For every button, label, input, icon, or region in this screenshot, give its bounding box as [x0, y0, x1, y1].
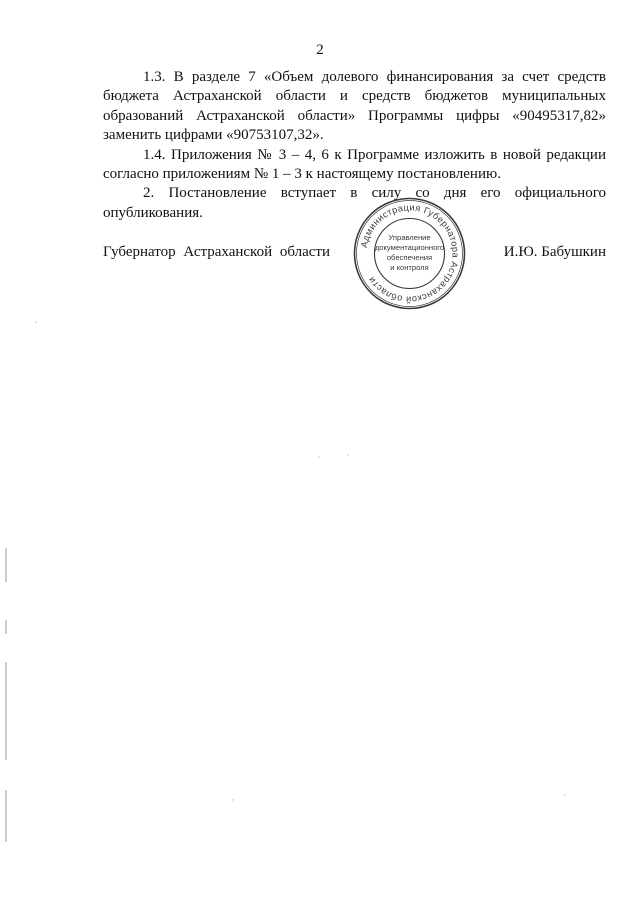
stamp-center-line-4: и контроля	[390, 263, 429, 272]
paragraph-1-3: 1.3. В разделе 7 «Объем долевого финансирования за счет средств бюджета Астраханской области и средств бюджетов муниципальных образований Астраханской области» Программы цифры «90495317,82» заменить цифрами «90753107,32».	[103, 69, 606, 144]
stamp-center-line-3: обеспечения	[386, 253, 433, 262]
signatory-name: И.Ю. Бабушкин	[503, 244, 606, 260]
stamp-center-line-2: документационного	[374, 243, 445, 252]
stamp-ring-text: Администрация Губернатора Астраханской области	[358, 202, 461, 305]
page-number: 2	[316, 42, 324, 58]
paragraph-2: 2. Постановление вступает в силу со дня его официального опубликования.	[103, 185, 606, 221]
signatory-position: Губернатор Астраханской области	[103, 244, 331, 260]
official-stamp	[352, 196, 467, 311]
stamp-seal	[352, 196, 467, 311]
stamp-center-line-1: Управление	[388, 233, 431, 242]
paragraph-1-4: 1.4. Приложения № 3 – 4, 6 к Программе изложить в новой редакции согласно приложениям № 1 – 3 к настоящему постановлению.	[103, 146, 606, 183]
